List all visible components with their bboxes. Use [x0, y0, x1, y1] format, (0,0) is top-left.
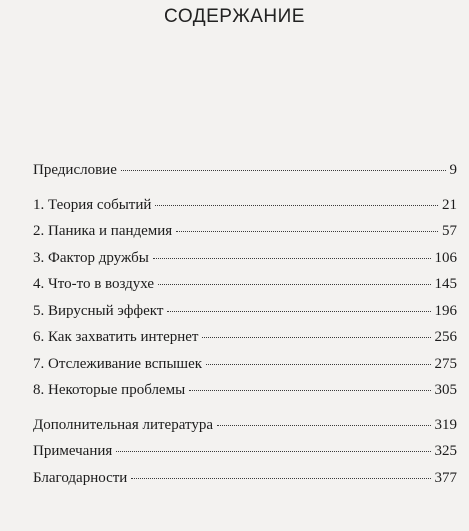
- dot-leader: [189, 390, 430, 391]
- toc-entry-preface[interactable]: [33, 162, 457, 189]
- table-of-contents: [33, 162, 457, 496]
- toc-entry-further-reading[interactable]: [33, 417, 457, 444]
- dot-leader: [217, 425, 431, 426]
- toc-entry-chapter-4[interactable]: [33, 276, 457, 303]
- toc-entry-label: 8. Некоторые проблемы: [33, 382, 186, 398]
- toc-entry-page: 275: [434, 355, 457, 372]
- dot-leader: [176, 231, 438, 232]
- toc-entry-label: 5. Вирусный эффект: [33, 302, 164, 319]
- toc-entry-page: 106: [434, 249, 457, 266]
- toc-entry-chapter-5[interactable]: [33, 303, 457, 330]
- toc-entry-page: 305: [434, 382, 457, 398]
- dot-leader: [155, 205, 438, 206]
- toc-entry-label: 4. Что-то в воздухе: [33, 276, 155, 292]
- toc-entry-chapter-7[interactable]: [33, 356, 457, 383]
- dot-leader: [116, 451, 430, 452]
- toc-entry-label: Дополнительная литература: [33, 416, 213, 433]
- toc-entry-label: 3. Фактор дружбы: [33, 249, 149, 266]
- toc-entry-page: 21: [442, 196, 457, 213]
- toc-entry-page: 145: [434, 276, 457, 292]
- dot-leader: [202, 337, 430, 338]
- toc-entry-label: Примечания: [33, 443, 113, 459]
- toc-entry-acknowledgements[interactable]: [33, 470, 457, 497]
- toc-entry-page: 196: [434, 302, 457, 319]
- toc-entry-notes[interactable]: [33, 443, 457, 470]
- toc-entry-label: Предисловие: [33, 162, 117, 178]
- toc-entry-label: 2. Паника и пандемия: [33, 223, 173, 239]
- toc-entry-label: 1. Теория событий: [33, 196, 152, 213]
- toc-entry-page: 319: [434, 416, 457, 433]
- dot-leader: [167, 311, 430, 312]
- toc-entry-chapter-1[interactable]: [33, 197, 457, 224]
- toc-entry-chapter-2[interactable]: [33, 223, 457, 250]
- toc-entry-page: 256: [434, 329, 457, 345]
- dot-leader: [158, 284, 430, 285]
- toc-entry-chapter-3[interactable]: [33, 250, 457, 277]
- section-gap: [33, 409, 457, 417]
- toc-entry-page: 57: [442, 223, 457, 239]
- toc-entry-page: 325: [434, 443, 457, 459]
- toc-entry-label: 6. Как захватить интернет: [33, 329, 199, 345]
- section-gap: [33, 189, 457, 197]
- toc-entry-chapter-8[interactable]: [33, 382, 457, 409]
- toc-entry-label: 7. Отслеживание вспышек: [33, 355, 203, 372]
- dot-leader: [153, 258, 431, 259]
- toc-entry-page: 9: [449, 162, 457, 178]
- dot-leader: [206, 364, 430, 365]
- dot-leader: [121, 170, 446, 171]
- toc-entry-page: 377: [434, 469, 457, 486]
- toc-entry-label: Благодарности: [33, 469, 128, 486]
- page-title: СОДЕРЖАНИЕ: [164, 6, 305, 27]
- toc-entry-chapter-6[interactable]: [33, 329, 457, 356]
- dot-leader: [131, 478, 430, 479]
